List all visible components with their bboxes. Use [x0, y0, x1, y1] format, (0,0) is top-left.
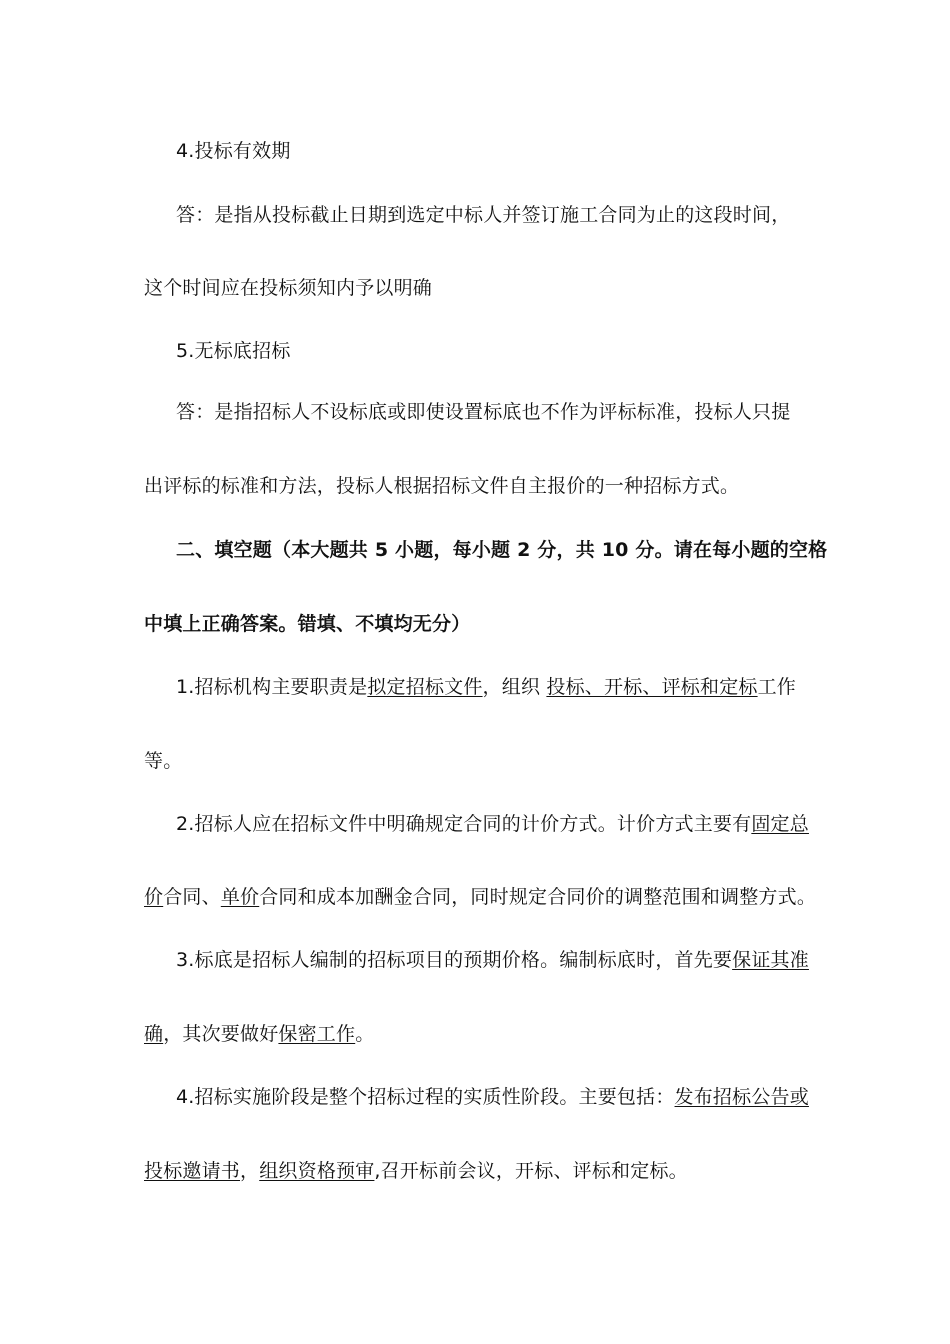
fill1-middle: ，组织	[482, 676, 547, 698]
fill4-blank1-part1: 发布招标公告或	[674, 1086, 809, 1108]
fill4-blank2: 组织资格预审	[259, 1160, 375, 1182]
fill1-suffix: 工作	[757, 676, 796, 698]
fill1-line1	[176, 675, 856, 699]
fill1-blank1: 拟定招标文件	[367, 676, 483, 698]
fill1-prefix: 1.招标机构主要职责是	[176, 676, 368, 698]
fill1-line2: 等。	[144, 750, 183, 772]
section2-heading-line1: 二、填空题（本大题共 5 小题，每小题 2 分，共 10 分。请在每小题的空格	[176, 539, 828, 561]
section2-heading-line2: 中填上正确答案。错填、不填均无分）	[144, 613, 471, 635]
q4-answer-line2: 这个时间应在投标须知内予以明确	[144, 277, 433, 299]
fill4-line2	[144, 1159, 824, 1183]
fill3-middle: ，其次要做好	[163, 1023, 279, 1045]
fill2-suffix: 合同和成本加酬金合同，同时规定合同价的调整范围和调整方式。	[259, 886, 817, 908]
fill4-middle: ，	[240, 1160, 260, 1182]
fill3-blank1-part2: 确	[144, 1023, 164, 1045]
q4-answer-line1: 答：是指从投标截止日期到选定中标人并签订施工合同为止的这段时间，	[176, 204, 791, 226]
fill4-suffix: ,召开标前会议，开标、评标和定标。	[374, 1160, 688, 1182]
fill2-line2	[144, 885, 824, 909]
fill1-blank2: 投标、开标、评标和定标	[546, 676, 758, 698]
fill3-line1	[176, 948, 856, 972]
fill2-blank2: 单价	[220, 886, 260, 908]
fill4-line1	[176, 1085, 856, 1109]
fill3-line2	[144, 1022, 824, 1046]
fill2-blank1-part2: 价	[144, 886, 164, 908]
q5-answer-line1: 答：是指招标人不设标底或即使设置标底也不作为评标标准，投标人只提	[176, 401, 791, 423]
fill3-prefix: 3.标底是招标人编制的招标项目的预期价格。编制标底时，首先要	[176, 949, 733, 971]
fill2-line1	[176, 812, 856, 836]
fill3-blank2: 保密工作	[278, 1023, 356, 1045]
fill2-blank1-part1: 固定总	[751, 813, 809, 835]
q5-title: 5.无标底招标	[176, 340, 291, 362]
q4-title: 4.投标有效期	[176, 140, 291, 162]
fill2-prefix: 2.招标人应在招标文件中明确规定合同的计价方式。计价方式主要有	[176, 813, 752, 835]
fill4-blank1-part2: 投标邀请书	[144, 1160, 241, 1182]
fill4-prefix: 4.招标实施阶段是整个招标过程的实质性阶段。主要包括：	[176, 1086, 675, 1108]
fill3-blank1-part1: 保证其准	[732, 949, 809, 971]
fill3-suffix: 。	[355, 1023, 375, 1045]
fill2-text1: 合同、	[163, 886, 221, 908]
q5-answer-line2: 出评标的标准和方法，投标人根据招标文件自主报价的一种招标方式。	[144, 475, 740, 497]
